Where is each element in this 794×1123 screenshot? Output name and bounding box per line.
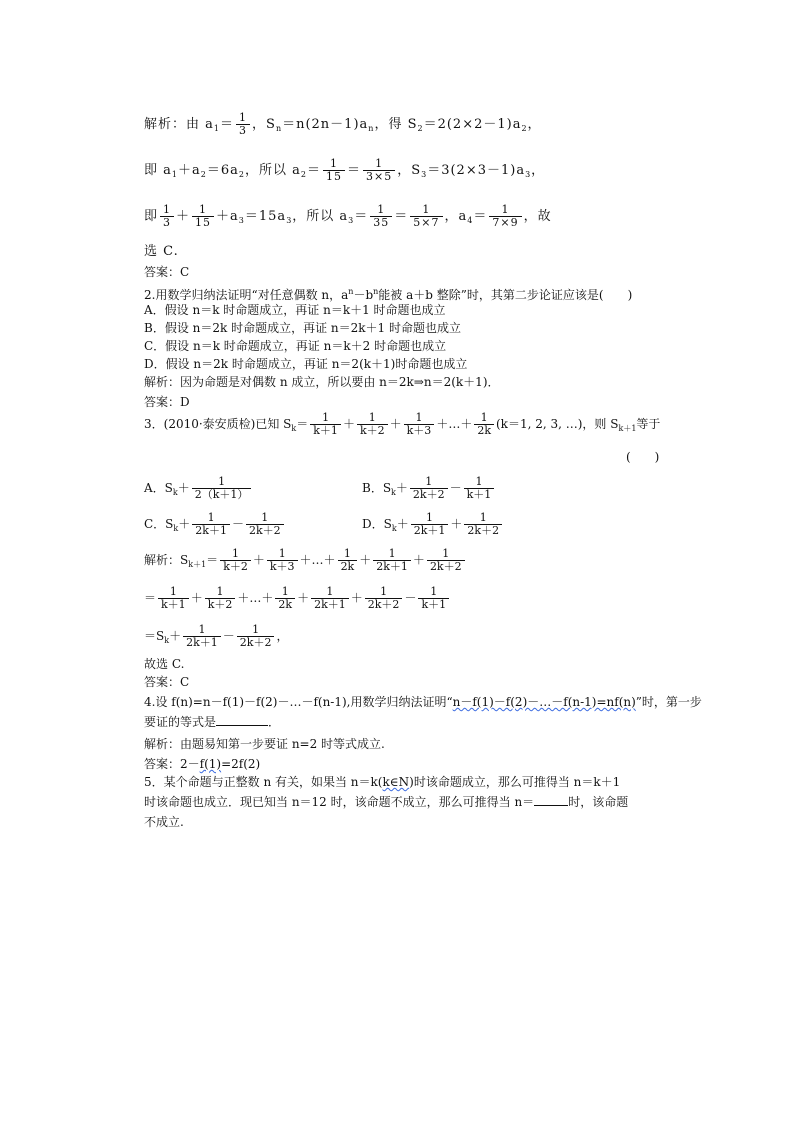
text: ＝ — [144, 591, 157, 605]
text: k — [391, 488, 396, 497]
question-3-option-c — [144, 512, 286, 537]
text: ， — [276, 629, 289, 643]
numerator: 1 — [479, 511, 487, 524]
numerator: 1 — [422, 203, 431, 216]
answer-4 — [144, 756, 260, 772]
numerator: 1 — [425, 475, 433, 488]
question-2-option-d: D．假设 n＝2k 时命题成立，再证 n＝2(k＋1)时命题也成立 — [144, 357, 468, 371]
text: ＋…＋ — [299, 553, 336, 567]
question-3-analysis-line-2 — [144, 586, 451, 611]
denominator: k＋1 — [310, 424, 341, 437]
text: 5．某个命题与正整数 n 有关，如果当 n＝k( — [144, 775, 383, 789]
denominator: 2k＋1 — [183, 636, 221, 649]
question-5-line-2 — [144, 794, 628, 810]
text: ，S — [252, 117, 276, 132]
numerator: 1 — [261, 511, 269, 524]
text: ，a — [444, 209, 468, 224]
text: 解析：由 — [144, 117, 201, 132]
text: － — [449, 481, 462, 495]
numerator: 1 — [415, 411, 423, 424]
text: 2 — [417, 124, 424, 133]
numerator: 1 — [169, 585, 177, 598]
text: )时该命题成立，那么可推得当 n＝k＋1 — [409, 775, 621, 789]
numerator: 1 — [281, 585, 289, 598]
text: ＋ — [297, 591, 310, 605]
text: ， — [527, 117, 542, 132]
text: － — [231, 517, 244, 531]
text: 3 — [286, 216, 293, 225]
text: ＋ — [178, 517, 191, 531]
text: ＋ — [395, 481, 408, 495]
text: ＋a — [216, 209, 239, 224]
text: n－f(1)－f(2)－…－f(n-1)=nf(n) — [452, 695, 636, 709]
text: 2 — [200, 170, 207, 179]
fraction — [411, 512, 449, 537]
numerator: 1 — [326, 585, 334, 598]
answer-blank[interactable] — [216, 714, 268, 726]
text: ＋ — [252, 553, 265, 567]
fraction — [310, 412, 341, 437]
denominator: 2k＋2 — [365, 598, 403, 611]
numerator: 1 — [375, 157, 384, 170]
numerator: 1 — [442, 547, 450, 560]
denominator: 2k＋1 — [411, 524, 449, 537]
text: 答案：2－ — [144, 757, 200, 771]
text: B．S — [362, 481, 392, 495]
denominator: 15 — [192, 216, 214, 229]
numerator: 1 — [430, 585, 438, 598]
denominator: 2k＋1 — [192, 524, 230, 537]
text: n — [373, 287, 379, 296]
fraction — [267, 548, 298, 573]
text: 3 — [421, 170, 428, 179]
denominator: 2k＋2 — [427, 560, 465, 573]
denominator: 7×9 — [489, 216, 521, 229]
answer-1: 答案：C — [144, 265, 190, 279]
text: ＋ — [176, 209, 191, 224]
text: ， — [531, 163, 546, 178]
fraction — [410, 204, 442, 229]
question-4-stem-line-2 — [144, 714, 280, 730]
text: n — [368, 124, 375, 133]
denominator: k＋3 — [404, 424, 435, 437]
text: ＋…＋ — [436, 417, 473, 431]
fraction — [410, 476, 448, 501]
fraction — [192, 512, 230, 537]
numerator: 1 — [216, 585, 224, 598]
text: ＋ — [342, 417, 355, 431]
fraction — [357, 412, 388, 437]
fraction — [418, 586, 449, 611]
fraction — [311, 586, 349, 611]
text: 2 — [238, 170, 245, 179]
text: k＋1 — [188, 560, 207, 569]
text: 3 — [525, 170, 532, 179]
numerator: 1 — [426, 511, 434, 524]
denominator: k＋3 — [267, 560, 298, 573]
text: f(1) — [199, 757, 222, 771]
question-3-answer-paren: ( ) — [626, 450, 660, 464]
numerator: 1 — [329, 157, 338, 170]
text: 2.用数学归纳法证明“对任意偶数 n，a — [144, 288, 349, 302]
text: a — [205, 117, 214, 132]
question-4-analysis: 解析：由题易知第一步要证 n=2 时等式成立. — [144, 737, 385, 751]
text: ＝15a — [244, 209, 287, 224]
answer-blank[interactable] — [534, 794, 568, 806]
text: ＝6a — [206, 163, 239, 178]
denominator: k＋1 — [418, 598, 449, 611]
numerator: 1 — [322, 411, 330, 424]
text: k — [173, 524, 179, 533]
text: ＋a — [177, 163, 201, 178]
fraction — [363, 158, 395, 183]
numerator: 1 — [198, 623, 206, 636]
text: C．S — [144, 517, 174, 531]
text: 要证的等式是 — [144, 715, 217, 729]
numerator: 1 — [377, 203, 386, 216]
text: ”时，第一步 — [635, 695, 702, 709]
denominator: 3 — [236, 124, 250, 137]
text: =2f(2) — [221, 757, 261, 771]
denominator: 5×7 — [410, 216, 442, 229]
text: ＝n(2n－1)a — [282, 117, 369, 132]
text: ＝S — [144, 629, 165, 643]
question-3-analysis-line-3 — [144, 624, 288, 649]
fraction — [464, 476, 495, 501]
text: k — [164, 636, 170, 645]
denominator: k＋2 — [357, 424, 388, 437]
question-3-option-d — [362, 512, 504, 537]
fraction — [192, 476, 252, 501]
text: A．S — [144, 481, 173, 495]
numerator: 1 — [207, 511, 215, 524]
text: 时，该命题 — [568, 795, 629, 809]
text: 能被 a＋b 整除”时，其第二步论证应该是( ) — [378, 288, 633, 302]
text: ＝ — [206, 553, 219, 567]
text: ＋ — [177, 481, 190, 495]
denominator: 3×5 — [363, 170, 395, 183]
text: ＝ — [394, 209, 409, 224]
numerator: 1 — [388, 547, 396, 560]
fraction — [365, 586, 403, 611]
denominator: 2k＋2 — [237, 636, 275, 649]
solution-line-3 — [144, 204, 552, 229]
answer-2: 答案：D — [144, 395, 190, 409]
question-2-option-a: A．假设 n＝k 时命题成立，再证 n＝k＋1 时命题也成立 — [144, 303, 446, 317]
question-3-stem — [144, 412, 660, 437]
numerator: 1 — [380, 585, 388, 598]
fraction — [338, 548, 358, 573]
fraction — [192, 204, 214, 229]
text: 解析：S — [144, 553, 189, 567]
numerator: 1 — [239, 111, 248, 124]
text: ，得 S — [374, 117, 418, 132]
fraction — [404, 412, 435, 437]
numerator: 1 — [501, 203, 510, 216]
question-3-conclusion: 故选 C. — [144, 657, 185, 671]
text: 3 — [238, 216, 245, 225]
fraction — [373, 548, 411, 573]
question-2-analysis: 解析：因为命题是对偶数 n 成立，所以要由 n＝2k⇒n＝2(k＋1)． — [144, 375, 500, 389]
text: ＋ — [389, 417, 402, 431]
question-2-stem — [144, 284, 632, 303]
fraction — [275, 586, 295, 611]
text: 2 — [521, 124, 528, 133]
text: ＋ — [190, 591, 203, 605]
numerator: 1 — [163, 203, 172, 216]
answer-3: 答案：C — [144, 675, 190, 689]
solution-line-2 — [144, 158, 545, 183]
fraction — [474, 412, 494, 437]
text: ＋ — [450, 517, 463, 531]
text: k — [172, 488, 178, 497]
text: 1 — [213, 124, 221, 133]
text: ＋ — [396, 517, 409, 531]
question-3-option-a — [144, 476, 253, 501]
text: ＝ — [296, 417, 309, 431]
text: 2 — [300, 170, 307, 179]
text: 3．(2010·泰安质检)已知 S — [144, 417, 292, 431]
denominator: 2k — [474, 424, 494, 437]
denominator: 3 — [160, 216, 174, 229]
denominator: 2k＋1 — [311, 598, 349, 611]
denominator: 35 — [370, 216, 392, 229]
question-5-line-3: 不成立. — [144, 815, 184, 829]
fraction — [323, 158, 345, 183]
fraction — [237, 624, 275, 649]
denominator: 2k＋2 — [464, 524, 502, 537]
text: ，故 — [523, 209, 552, 224]
question-3-option-b — [362, 476, 496, 501]
text: ＋…＋ — [237, 591, 274, 605]
denominator: k＋1 — [158, 598, 189, 611]
text: － — [222, 629, 235, 643]
denominator: 2（k＋1） — [192, 488, 252, 501]
numerator: 1 — [252, 623, 260, 636]
text: ＝3(2×3－1)a — [427, 163, 526, 178]
denominator: k＋2 — [220, 560, 251, 573]
denominator: k＋2 — [205, 598, 236, 611]
text: (k＝1, 2, 3, …)，则 S — [496, 417, 619, 431]
fraction — [183, 624, 221, 649]
text: ＝ — [354, 209, 369, 224]
text: －b — [353, 288, 374, 302]
text: ＝ — [346, 163, 361, 178]
numerator: 1 — [343, 547, 351, 560]
text: k∈N — [382, 775, 410, 789]
question-2-option-c: C．假设 n＝k 时命题成立，再证 n＝k＋2 时命题也成立 — [144, 339, 447, 353]
text: k＋1 — [618, 424, 637, 433]
denominator: 2k＋2 — [410, 488, 448, 501]
denominator: 15 — [323, 170, 345, 183]
text: 即 — [144, 209, 159, 224]
text: ，所以 a — [244, 163, 301, 178]
text: ，S — [397, 163, 422, 178]
text: ＝2(2×2－1)a — [423, 117, 522, 132]
question-4-stem-line-1 — [144, 694, 702, 710]
text: ． — [268, 715, 281, 729]
text: 4 — [467, 216, 474, 225]
numerator: 1 — [278, 547, 286, 560]
numerator: 1 — [480, 411, 488, 424]
numerator: 1 — [368, 411, 376, 424]
numerator: 1 — [199, 203, 208, 216]
text: D．S — [362, 517, 392, 531]
fraction — [464, 512, 502, 537]
solution-line-4: 选 C. — [144, 244, 179, 259]
fraction — [158, 586, 189, 611]
text: 等于 — [636, 417, 661, 431]
denominator: 2k＋1 — [373, 560, 411, 573]
question-2-option-b: B．假设 n＝2k 时命题成立，再证 n＝2k＋1 时命题也成立 — [144, 321, 461, 335]
fraction — [246, 512, 284, 537]
text: ＝ — [306, 163, 321, 178]
text: 时该命题也成立．现已知当 n＝12 时，该命题不成立，那么可推得当 n＝ — [144, 795, 535, 809]
denominator: 2k — [338, 560, 358, 573]
text: － — [404, 591, 417, 605]
text: ＋ — [169, 629, 182, 643]
text: n — [275, 124, 283, 133]
fraction — [370, 204, 392, 229]
fraction — [236, 112, 250, 137]
solution-line-1 — [144, 112, 542, 137]
text: 即 a — [144, 163, 172, 178]
text: ＝ — [220, 117, 235, 132]
numerator: 1 — [218, 475, 226, 488]
fraction — [205, 586, 236, 611]
numerator: 1 — [232, 547, 240, 560]
text: ＝ — [473, 209, 488, 224]
question-5-line-1 — [144, 774, 620, 790]
denominator: 2k — [275, 598, 295, 611]
text: 4.设 f(n)=n－f(1)－f(2)－…－f(n-1),用数学归纳法证明“ — [144, 695, 453, 709]
fraction — [489, 204, 521, 229]
text: ，所以 a — [292, 209, 349, 224]
numerator: 1 — [475, 475, 483, 488]
text: k — [391, 524, 397, 533]
text: n — [348, 287, 354, 296]
text: 3 — [348, 216, 355, 225]
fraction — [427, 548, 465, 573]
text: 1 — [171, 170, 178, 179]
question-3-analysis-line-1 — [144, 548, 467, 573]
fraction — [160, 204, 174, 229]
text: k — [291, 424, 297, 433]
text: ＋ — [412, 553, 425, 567]
denominator: 2k＋2 — [246, 524, 284, 537]
text: ＋ — [350, 591, 363, 605]
text: ＋ — [359, 553, 372, 567]
fraction — [220, 548, 251, 573]
denominator: k＋1 — [464, 488, 495, 501]
